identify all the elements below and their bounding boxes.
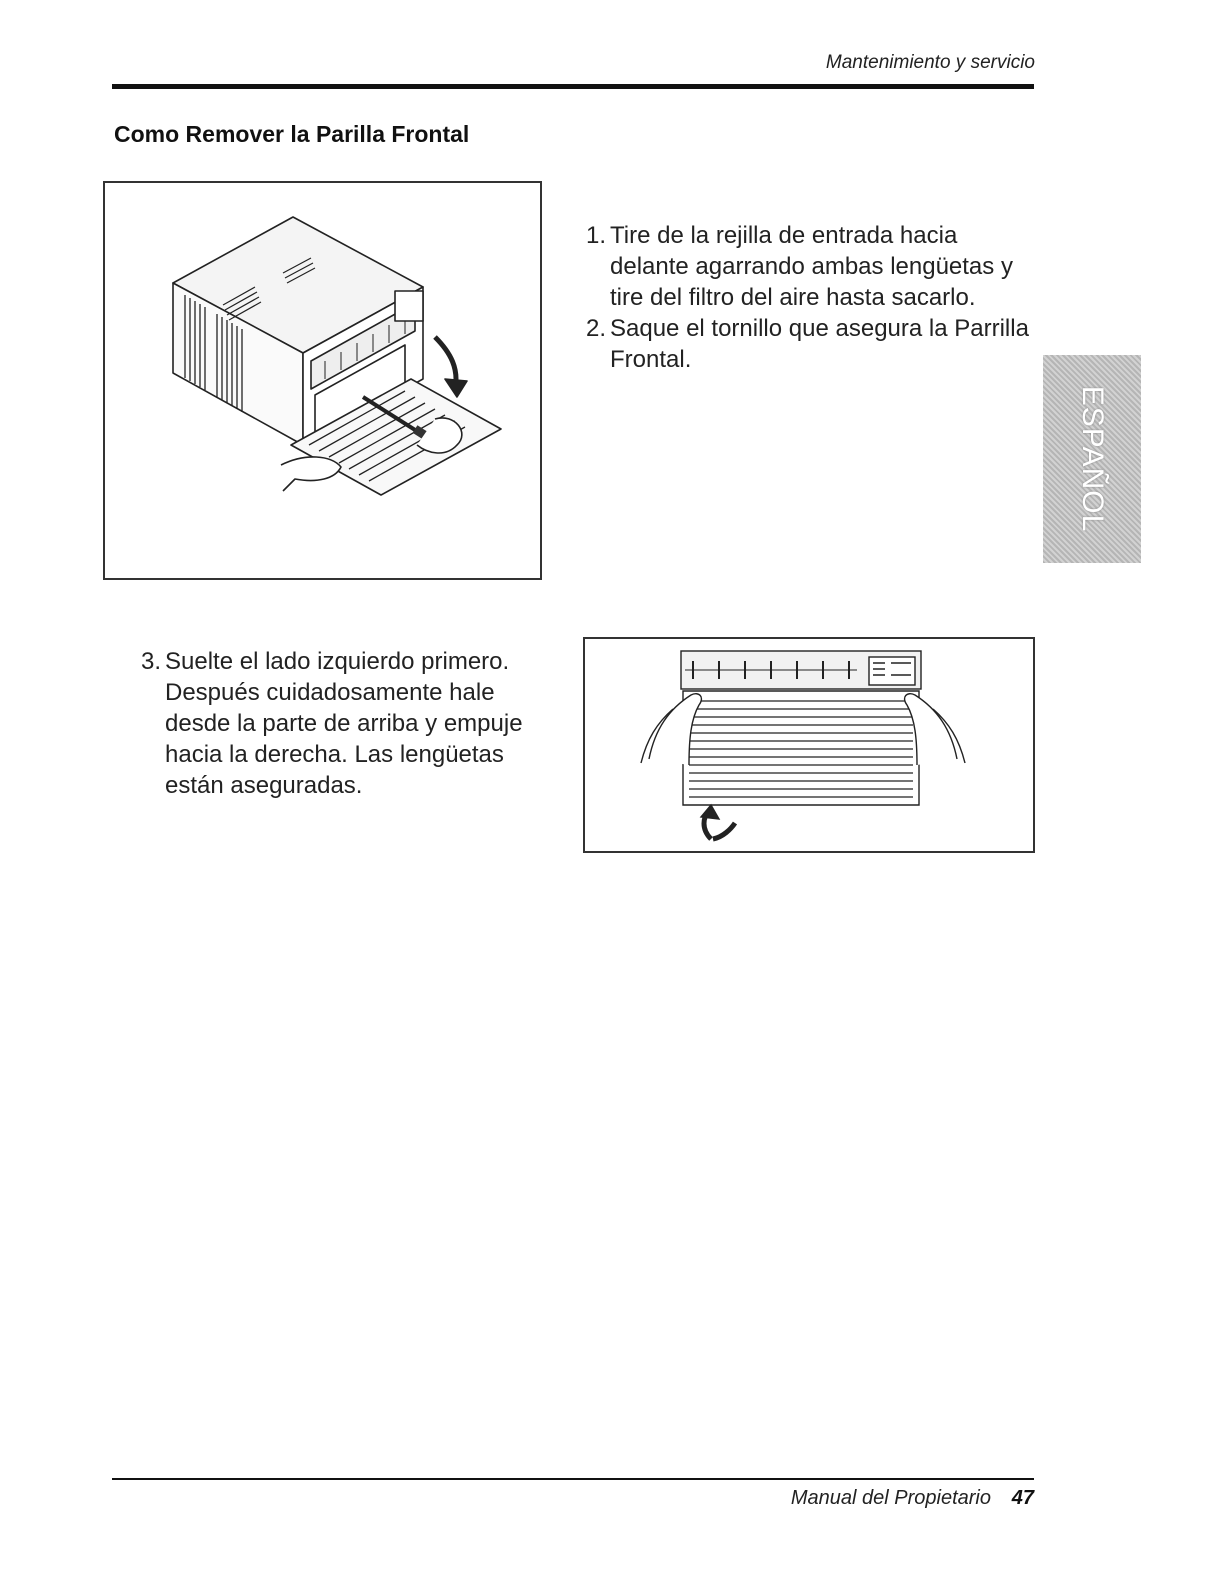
footer-manual-title: Manual del Propietario xyxy=(790,1487,991,1509)
page-number: 47 xyxy=(1011,1487,1034,1509)
step-text: Suelte el lado izquierdo primero. Después cuidadosamente hale desde la parte de arriba y empuje hacia la derecha. Las lengüetas están aseguradas. xyxy=(165,648,523,799)
front-grille-illustration xyxy=(585,639,1033,851)
figure-remove-grille xyxy=(583,637,1035,853)
steps-list-top xyxy=(586,220,1036,375)
footer-rule xyxy=(112,1478,1034,1480)
air-conditioner-illustration xyxy=(105,183,540,578)
step-item xyxy=(586,220,1036,313)
header-rule xyxy=(112,84,1034,89)
step-number: 2. xyxy=(586,315,607,342)
language-tab xyxy=(1043,355,1141,563)
figure-remove-screw xyxy=(103,181,542,580)
step-number: 1. xyxy=(586,222,607,249)
step-text: Saque el tornillo que asegura la Parrilla Frontal. xyxy=(610,315,1029,373)
language-tab-label: ESPAÑOL xyxy=(1076,385,1109,533)
steps-list-bottom xyxy=(141,646,561,801)
section-title: Como Remover la Parilla Frontal xyxy=(114,121,470,147)
step-item xyxy=(586,313,1036,375)
running-header: Mantenimiento y servicio xyxy=(825,52,1035,73)
step-text: Tire de la rejilla de entrada hacia delante agarrando ambas lengüetas y tire del filtro del aire hasta sacarlo. xyxy=(610,222,1013,311)
step-number: 3. xyxy=(141,648,162,675)
step-item xyxy=(141,646,561,801)
